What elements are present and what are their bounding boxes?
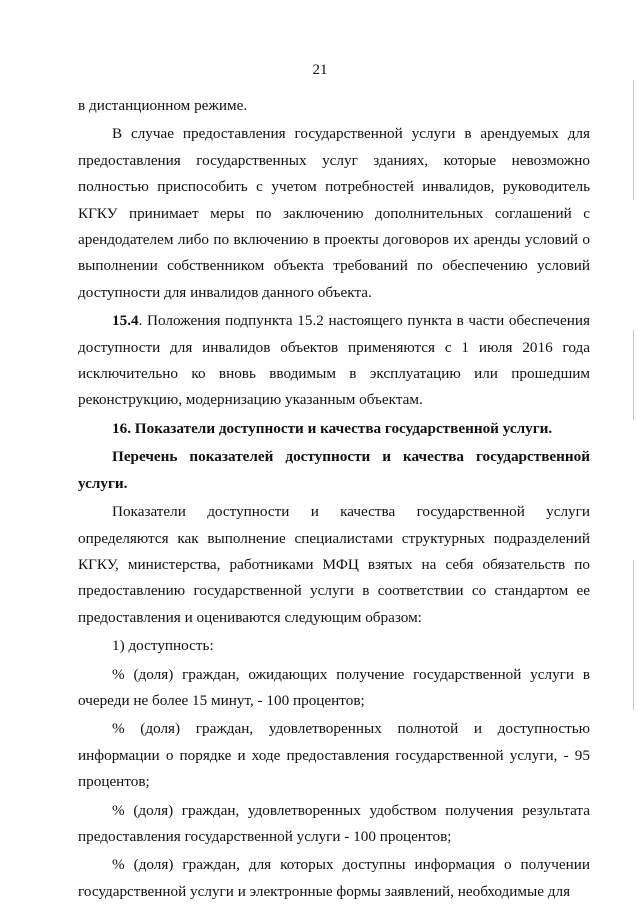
list-item-queue-wait: % (доля) граждан, ожидающих получение государственной услуги в очереди не более 15 минут, - 100 процентов; xyxy=(78,665,590,709)
scan-edge-line xyxy=(633,330,634,420)
list-item-result-convenience: % (доля) граждан, удовлетворенных удобством получения результата предоставления государственной услуги - 100 процентов; xyxy=(78,801,590,845)
page-number: 21 xyxy=(312,62,328,78)
scan-edge-line xyxy=(633,560,634,710)
paragraph-15-4 xyxy=(78,308,590,414)
paragraph-rental-buildings: В случае предоставления государственной услуги в арендуемых для предоставления государственных услуг зданиях, которые невозможно полностью приспособить с учетом потребностей инвалидов, руководитель КГКУ принимает меры по заключению дополнительных соглашений с арендодателем либо по включению в проекты договоров их аренды условий о выполнении собственником объекта требований по обеспечению условий доступности для инвалидов данного объекта. xyxy=(78,125,590,301)
clause-number: 15.4 xyxy=(112,312,139,330)
list-item-electronic-forms: % (доля) граждан, для которых доступны информация о получении государственной услуги и электронные формы заявлений, необходимые для xyxy=(78,856,590,900)
section-heading-16 xyxy=(78,416,590,442)
paragraph-indicators-definition: Показатели доступности и качества государственной услуги определяются как выполнение специалистами структурных подразделений КГКУ, министерства, работниками МФЦ взятых на себя обязательств по предоставлению государственной услуги в соответствии со стандартом ее предоставления и оцениваются следующим образом: xyxy=(78,503,590,626)
list-item-accessibility: 1) доступность: xyxy=(112,637,214,655)
section-heading-text: 16. Показатели доступности и качества государственной услуги. xyxy=(112,419,553,437)
subheading-indicators xyxy=(78,444,590,497)
list-item-information-completeness: % (доля) граждан, удовлетворенных полнотой и доступностью информации о порядке и ходе предоставления государственной услуги, - 95 процентов; xyxy=(78,720,590,791)
document-body xyxy=(78,93,590,905)
subheading-text: Перечень показателей доступности и качества государственной услуги. xyxy=(78,448,590,492)
clause-text: . Положения подпункта 15.2 настоящего пункта в части обеспечения доступности для инвалидов объектов применяются с 1 июля 2016 года исключительно ко вновь вводимым в эксплуатацию или прошедшим реконструкцию, модернизацию указанным объектам. xyxy=(78,312,590,409)
scan-edge-line xyxy=(633,80,634,200)
paragraph-continuation: в дистанционном режиме. xyxy=(78,97,248,114)
